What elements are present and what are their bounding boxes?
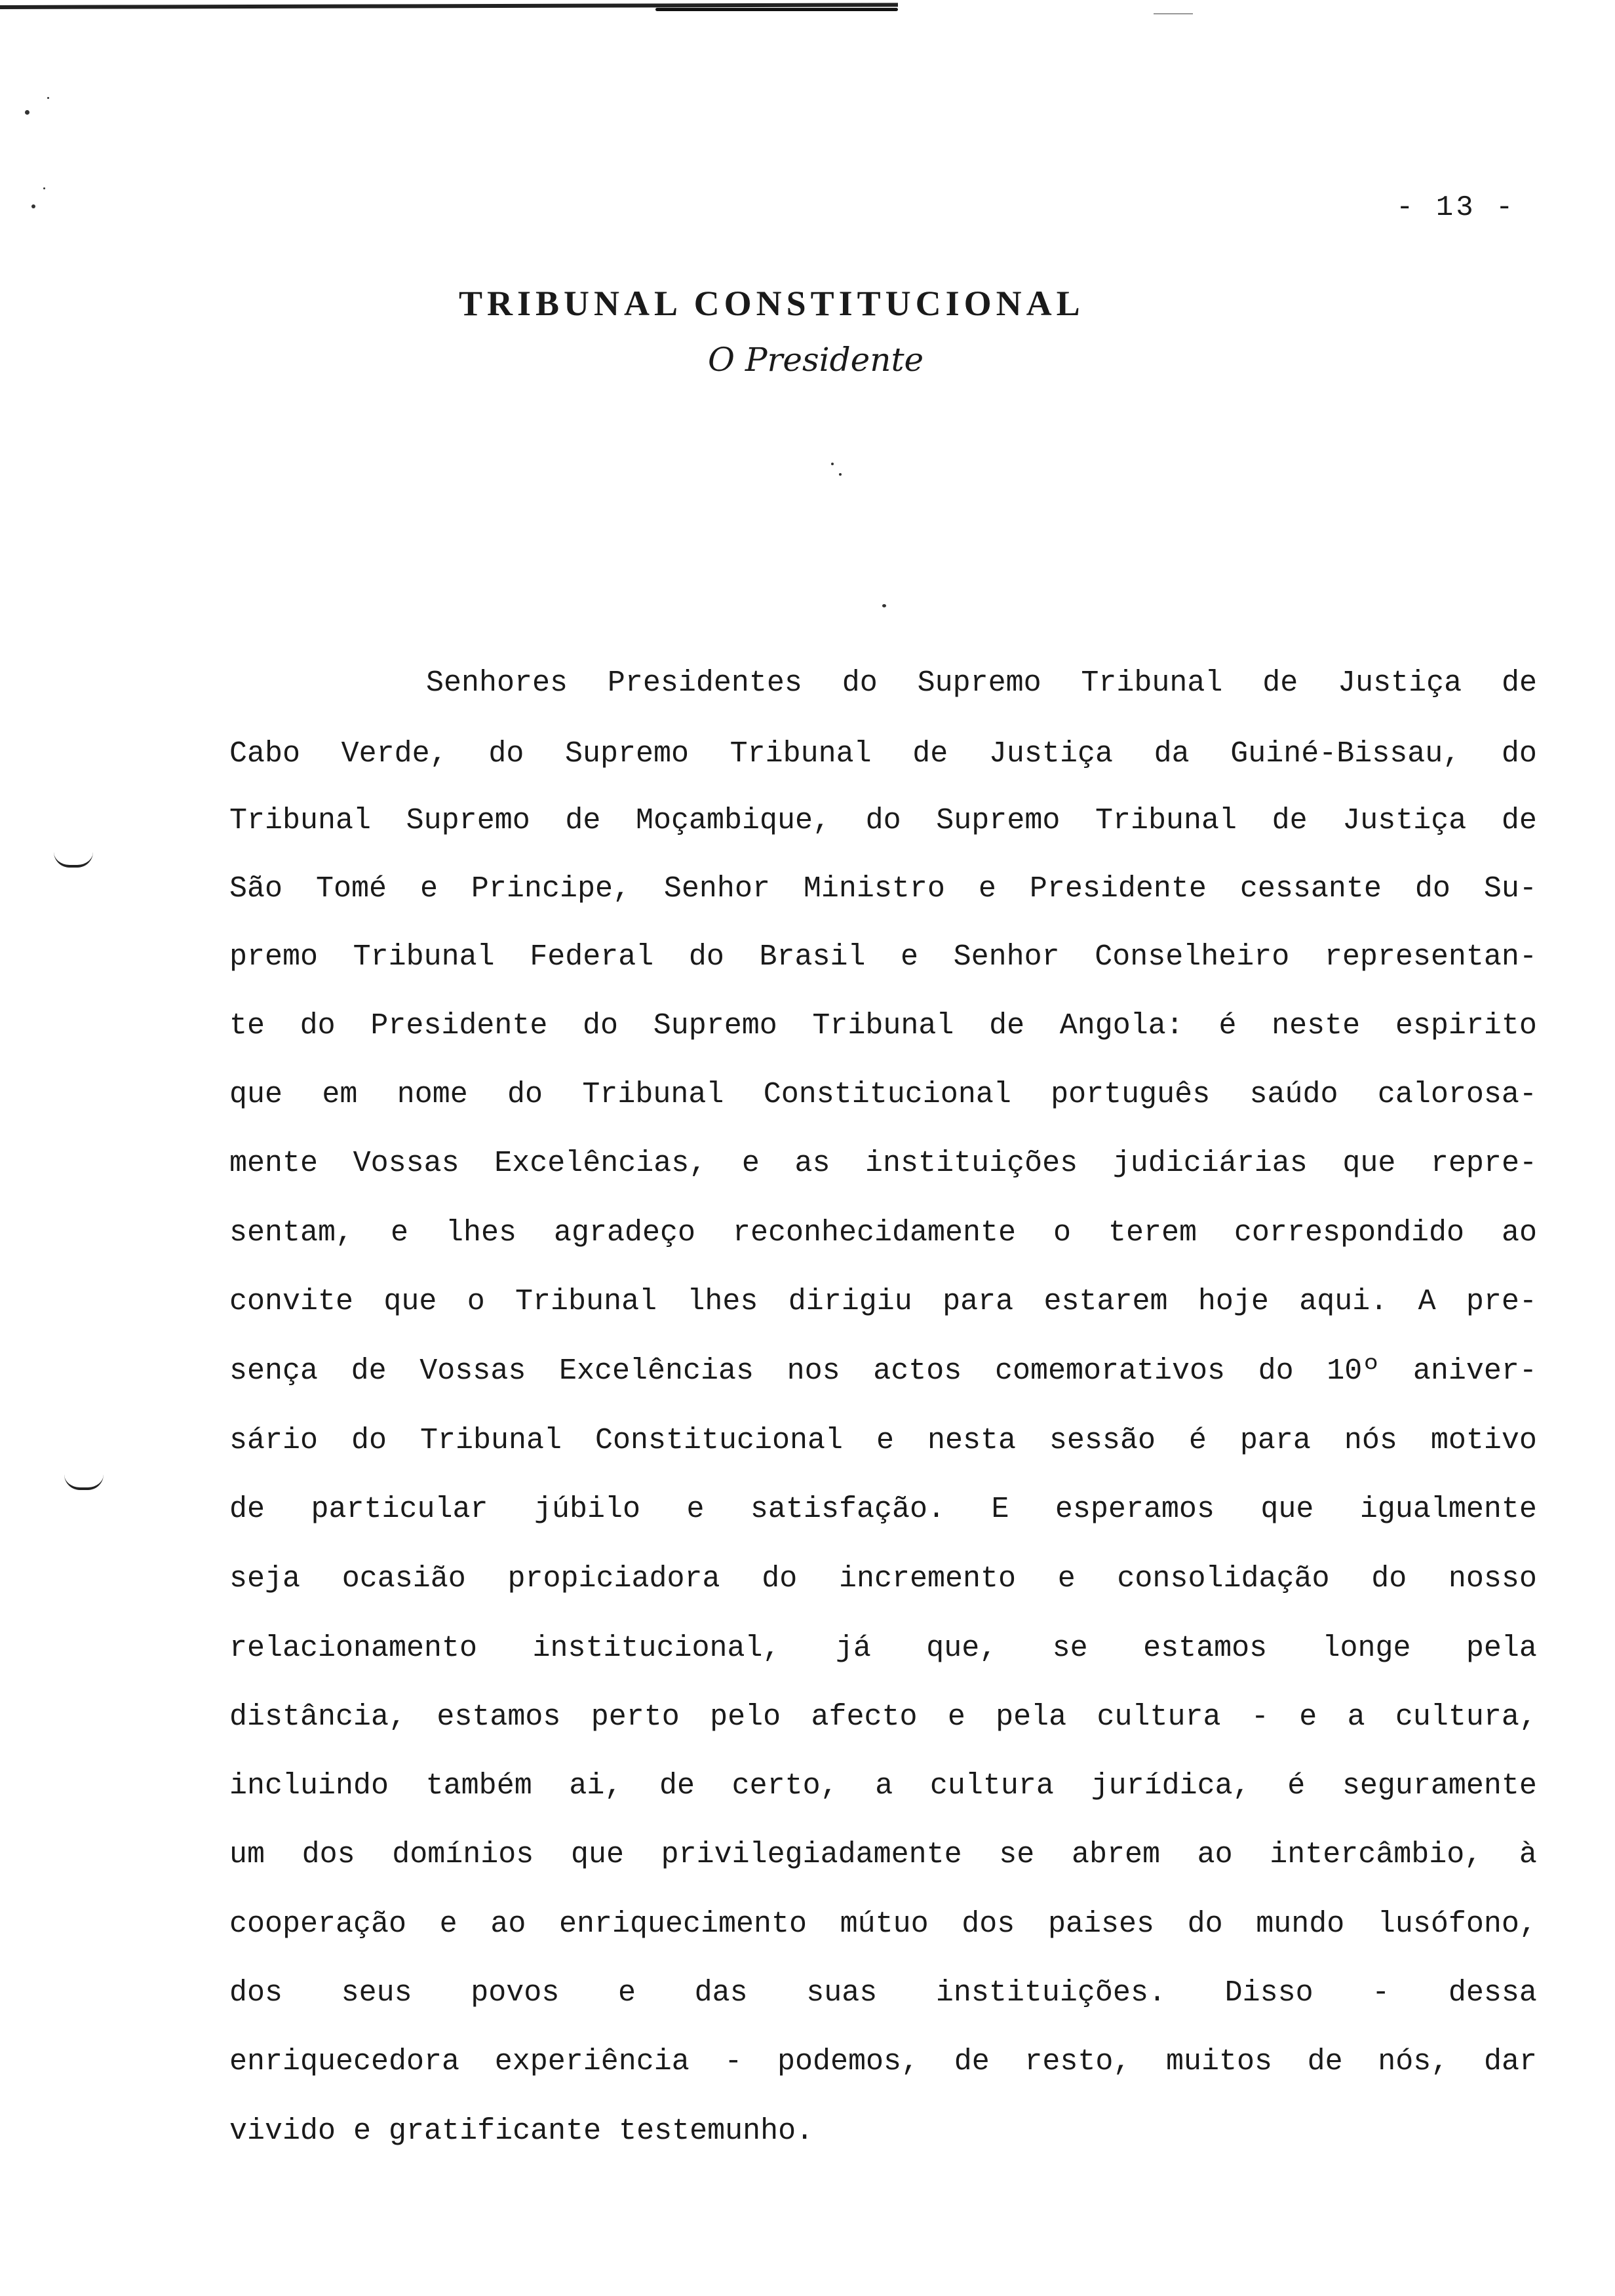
text-line — [229, 1337, 1537, 1406]
word: Moçambique, — [635, 804, 831, 837]
word: de — [1262, 666, 1298, 700]
word: paises — [1047, 1907, 1154, 1941]
word: Justiça — [988, 737, 1113, 771]
word: Excelências — [558, 1354, 754, 1388]
word: representan- — [1324, 940, 1537, 974]
text-line — [229, 1544, 1537, 1614]
word: e — [686, 1493, 705, 1526]
word: Presidentes — [607, 666, 802, 700]
word: Tribunal — [229, 804, 372, 837]
word: estamos — [1143, 1632, 1268, 1665]
word: nós — [1344, 1424, 1397, 1457]
word: nosso — [1448, 1562, 1537, 1596]
word: comemorativos — [994, 1354, 1225, 1388]
word: incremento — [838, 1562, 1016, 1596]
word: aqui. — [1299, 1285, 1388, 1318]
word: calorosa- — [1377, 1078, 1537, 1111]
word: seus — [341, 1976, 412, 2010]
word: sentam, — [229, 1216, 354, 1250]
word: suas — [806, 1976, 878, 2010]
text-line — [229, 1890, 1537, 1959]
word: nos — [787, 1354, 840, 1388]
word: e — [901, 940, 919, 974]
word: esperamos — [1055, 1493, 1215, 1526]
word: ao — [490, 1907, 526, 1941]
word: cultura, — [1395, 1700, 1537, 1734]
word: A — [1418, 1285, 1436, 1318]
letterhead-title: TRIBUNAL CONSTITUCIONAL — [459, 284, 1085, 323]
text-line — [229, 1198, 1537, 1268]
word: resto, — [1024, 2045, 1131, 2078]
scan-speck — [43, 187, 45, 189]
word: povos — [471, 1976, 560, 2010]
word: jurídica, — [1091, 1769, 1251, 1803]
word: - — [1372, 1976, 1390, 2010]
word: repre- — [1430, 1147, 1537, 1180]
scan-mark — [1154, 13, 1193, 14]
word: lhes — [445, 1216, 516, 1250]
word: relacionamento — [229, 1632, 478, 1665]
word: Justiça — [1338, 666, 1462, 700]
word: Senhor — [663, 872, 770, 906]
word: muitos — [1165, 2045, 1273, 2078]
text-line — [229, 1614, 1537, 1683]
word: E — [991, 1493, 1009, 1526]
word: se — [999, 1838, 1035, 1871]
word: testemunho. — [619, 2114, 814, 2148]
word: do — [583, 1009, 619, 1043]
word: Ministro — [803, 872, 945, 906]
text-line — [229, 786, 1537, 856]
text-line — [229, 2027, 1537, 2097]
word: abrem — [1071, 1838, 1160, 1871]
text-line — [229, 2097, 1537, 2166]
word: reconhecidamente — [732, 1216, 1017, 1250]
word: nós, — [1378, 2045, 1449, 2078]
word: longe — [1322, 1632, 1411, 1665]
word: - — [1251, 1700, 1269, 1734]
word: Tribunal — [812, 1009, 954, 1043]
word: nesta — [927, 1424, 1016, 1457]
word: te — [229, 1009, 265, 1043]
text-line — [229, 1820, 1537, 1890]
word: dessa — [1448, 1976, 1537, 2010]
word: agradeço — [553, 1216, 695, 1250]
word: do — [488, 737, 524, 771]
word: judiciárias — [1112, 1147, 1308, 1180]
word: estarem — [1043, 1285, 1168, 1318]
word: pela — [996, 1700, 1067, 1734]
word: Su- — [1483, 872, 1537, 906]
word: enriquecimento — [558, 1907, 808, 1941]
word: é — [1218, 1009, 1237, 1043]
word: igualmente — [1359, 1493, 1537, 1526]
word: do — [688, 940, 724, 974]
word: do — [762, 1562, 798, 1596]
word: e — [617, 1976, 636, 2010]
word: do — [1501, 737, 1537, 771]
word: do — [865, 804, 901, 837]
word: já — [835, 1632, 871, 1665]
word: para — [1239, 1424, 1311, 1457]
word: Supremo — [653, 1009, 777, 1043]
word: e — [390, 1216, 408, 1250]
word: Federal — [530, 940, 654, 974]
word: actos — [873, 1354, 962, 1388]
word: se — [1052, 1632, 1088, 1665]
punch-hole-mark — [64, 1474, 104, 1490]
word: gratificante — [389, 2114, 602, 2148]
word: São — [229, 872, 283, 906]
word: de — [565, 804, 601, 837]
word: cultura — [1097, 1700, 1221, 1734]
word: é — [1188, 1424, 1207, 1457]
word: aniver- — [1412, 1354, 1537, 1388]
word: convite — [229, 1285, 354, 1318]
word: espirito — [1395, 1009, 1537, 1043]
word: intercâmbio, — [1270, 1838, 1483, 1871]
word: Conselheiro — [1095, 940, 1290, 974]
word: domínios — [392, 1838, 534, 1871]
letterhead-subtitle: O Presidente — [708, 341, 924, 379]
word: certo, — [731, 1769, 838, 1803]
word: do — [842, 666, 878, 700]
word: júbilo — [534, 1493, 640, 1526]
word: Supremo — [564, 737, 689, 771]
word: Tribunal — [515, 1285, 657, 1318]
scan-speck — [31, 204, 35, 208]
word: Supremo — [406, 804, 530, 837]
word: Senhor — [953, 940, 1060, 974]
word: cessante — [1239, 872, 1382, 906]
word: as — [794, 1147, 830, 1180]
word: sessão — [1049, 1424, 1156, 1457]
word: em — [322, 1078, 358, 1111]
word: neste — [1272, 1009, 1361, 1043]
scan-speck — [831, 463, 834, 465]
text-line — [229, 1267, 1537, 1337]
word: Verde, — [341, 737, 448, 771]
word: distância, — [229, 1700, 407, 1734]
punch-hole-mark — [54, 852, 93, 868]
word: Tribunal — [1095, 804, 1237, 837]
word: e — [741, 1147, 760, 1180]
text-line — [229, 1406, 1537, 1476]
word: Angola: — [1059, 1009, 1184, 1043]
word: Guiné-Bissau, — [1230, 737, 1461, 771]
word: e — [876, 1424, 894, 1457]
word: consolidação — [1117, 1562, 1330, 1596]
word: o — [1053, 1216, 1071, 1250]
word: sário — [229, 1424, 319, 1457]
word: satisfação. — [750, 1493, 945, 1526]
word: para — [943, 1285, 1014, 1318]
word: propiciadora — [507, 1562, 720, 1596]
word: que — [570, 1838, 624, 1871]
word: premo — [229, 940, 319, 974]
text-line — [229, 991, 1537, 1061]
text-line — [229, 854, 1537, 924]
text-line — [229, 1959, 1537, 2028]
word: enriquecedora — [229, 2045, 460, 2078]
word: que — [383, 1285, 437, 1318]
word: do — [507, 1078, 543, 1111]
word: Supremo — [936, 804, 1060, 837]
word: de — [229, 1493, 265, 1526]
word: a — [1347, 1700, 1365, 1734]
word: motivo — [1430, 1424, 1537, 1457]
text-line — [229, 649, 1537, 718]
word: lhes — [687, 1285, 758, 1318]
word: e — [947, 1700, 965, 1734]
word: institucional, — [532, 1632, 781, 1665]
word: do — [351, 1424, 387, 1457]
word: Tribunal — [730, 737, 872, 771]
word: Constitucional — [763, 1078, 1011, 1111]
scan-speck — [25, 110, 29, 115]
text-line — [229, 1751, 1537, 1821]
text-line — [229, 923, 1537, 992]
word: saúdo — [1249, 1078, 1338, 1111]
word: dar — [1483, 2045, 1537, 2078]
word: instituições. — [935, 1976, 1166, 2010]
word: de — [989, 1009, 1025, 1043]
word: e — [978, 872, 996, 906]
word: a — [875, 1769, 893, 1803]
word: o — [467, 1285, 485, 1318]
word: mente — [229, 1147, 319, 1180]
word: de — [659, 1769, 695, 1803]
word: privilegiadamente — [661, 1838, 962, 1871]
word: ao — [1197, 1838, 1233, 1871]
word: terem — [1108, 1216, 1197, 1250]
scan-speck — [47, 97, 49, 99]
word: dos — [962, 1907, 1015, 1941]
page-number: - 13 - — [1396, 191, 1516, 224]
word: Tomé — [315, 872, 387, 906]
word: Vossas — [419, 1354, 526, 1388]
word: do — [1414, 872, 1450, 906]
word: de — [1272, 804, 1308, 837]
scan-speck — [839, 473, 842, 476]
word: lusófono, — [1377, 1907, 1537, 1941]
word: podemos, — [777, 2045, 920, 2078]
word: também — [425, 1769, 532, 1803]
word: Vossas — [353, 1147, 459, 1180]
word: do — [1258, 1354, 1294, 1388]
text-line — [229, 1060, 1537, 1130]
word: Cabo — [229, 737, 301, 771]
word: Tribunal — [353, 940, 495, 974]
word: de — [1501, 666, 1537, 700]
word: nome — [397, 1078, 468, 1111]
word: experiência — [494, 2045, 690, 2078]
word: de — [912, 737, 948, 771]
body-paragraph — [229, 649, 1537, 2177]
word: dos — [302, 1838, 355, 1871]
word: particular — [311, 1493, 488, 1526]
word: de — [954, 2045, 990, 2078]
scan-speck — [882, 604, 886, 607]
text-line — [229, 719, 1537, 789]
word: seja — [229, 1562, 301, 1596]
word: dirigiu — [788, 1285, 912, 1318]
word: à — [1519, 1838, 1537, 1871]
word: pre- — [1466, 1285, 1537, 1318]
word: Presidente — [370, 1009, 548, 1043]
word: ao — [1501, 1216, 1537, 1250]
word: que, — [926, 1632, 998, 1665]
word: estamos — [437, 1700, 561, 1734]
word: seguramente — [1342, 1769, 1537, 1803]
word: português — [1051, 1078, 1211, 1111]
word: que — [1342, 1147, 1396, 1180]
word: Presidente — [1029, 872, 1207, 906]
word: sença — [229, 1354, 319, 1388]
word: perto — [591, 1700, 680, 1734]
word: um — [229, 1838, 265, 1871]
word: Constitucional — [594, 1424, 844, 1457]
word: Tribunal — [582, 1078, 724, 1111]
word: Justiça — [1342, 804, 1467, 837]
word: da — [1154, 737, 1190, 771]
word: pelo — [710, 1700, 781, 1734]
word: e — [353, 2114, 372, 2148]
word: mútuo — [840, 1907, 929, 1941]
scan-border-line — [655, 8, 898, 11]
word: cultura — [929, 1769, 1054, 1803]
word: instituições — [865, 1147, 1078, 1180]
word: incluindo — [229, 1769, 389, 1803]
word: Brasil — [759, 940, 866, 974]
word: pela — [1466, 1632, 1537, 1665]
word: - — [724, 2045, 743, 2078]
text-line — [229, 1475, 1537, 1544]
word: é — [1287, 1769, 1306, 1803]
word: correspondido — [1234, 1216, 1464, 1250]
word: Disso — [1224, 1976, 1313, 2010]
word: ai, — [569, 1769, 623, 1803]
word: que — [229, 1078, 283, 1111]
word: vivido — [229, 2114, 336, 2148]
word: e — [1057, 1562, 1076, 1596]
word: que — [1260, 1493, 1314, 1526]
word: Supremo — [917, 666, 1041, 700]
word: de — [1307, 2045, 1343, 2078]
text-line — [229, 1129, 1537, 1198]
word: hoje — [1197, 1285, 1269, 1318]
word: 10º — [1327, 1354, 1380, 1388]
word: afecto — [811, 1700, 918, 1734]
word: e — [439, 1907, 457, 1941]
word: Principe, — [471, 872, 631, 906]
word: do — [300, 1009, 336, 1043]
word: do — [1371, 1562, 1407, 1596]
word: e — [419, 872, 438, 906]
word: dos — [229, 1976, 283, 2010]
word: ocasião — [341, 1562, 466, 1596]
word: mundo — [1256, 1907, 1345, 1941]
word: e — [1299, 1700, 1317, 1734]
word: Senhores — [426, 666, 568, 700]
word: cooperação — [229, 1907, 407, 1941]
text-line — [229, 1683, 1537, 1752]
word: das — [694, 1976, 748, 2010]
word: Excelências, — [494, 1147, 707, 1180]
word: do — [1187, 1907, 1223, 1941]
word: de — [351, 1354, 387, 1388]
word: Tribunal — [1081, 666, 1223, 700]
word: Tribunal — [419, 1424, 562, 1457]
word: de — [1501, 804, 1537, 837]
